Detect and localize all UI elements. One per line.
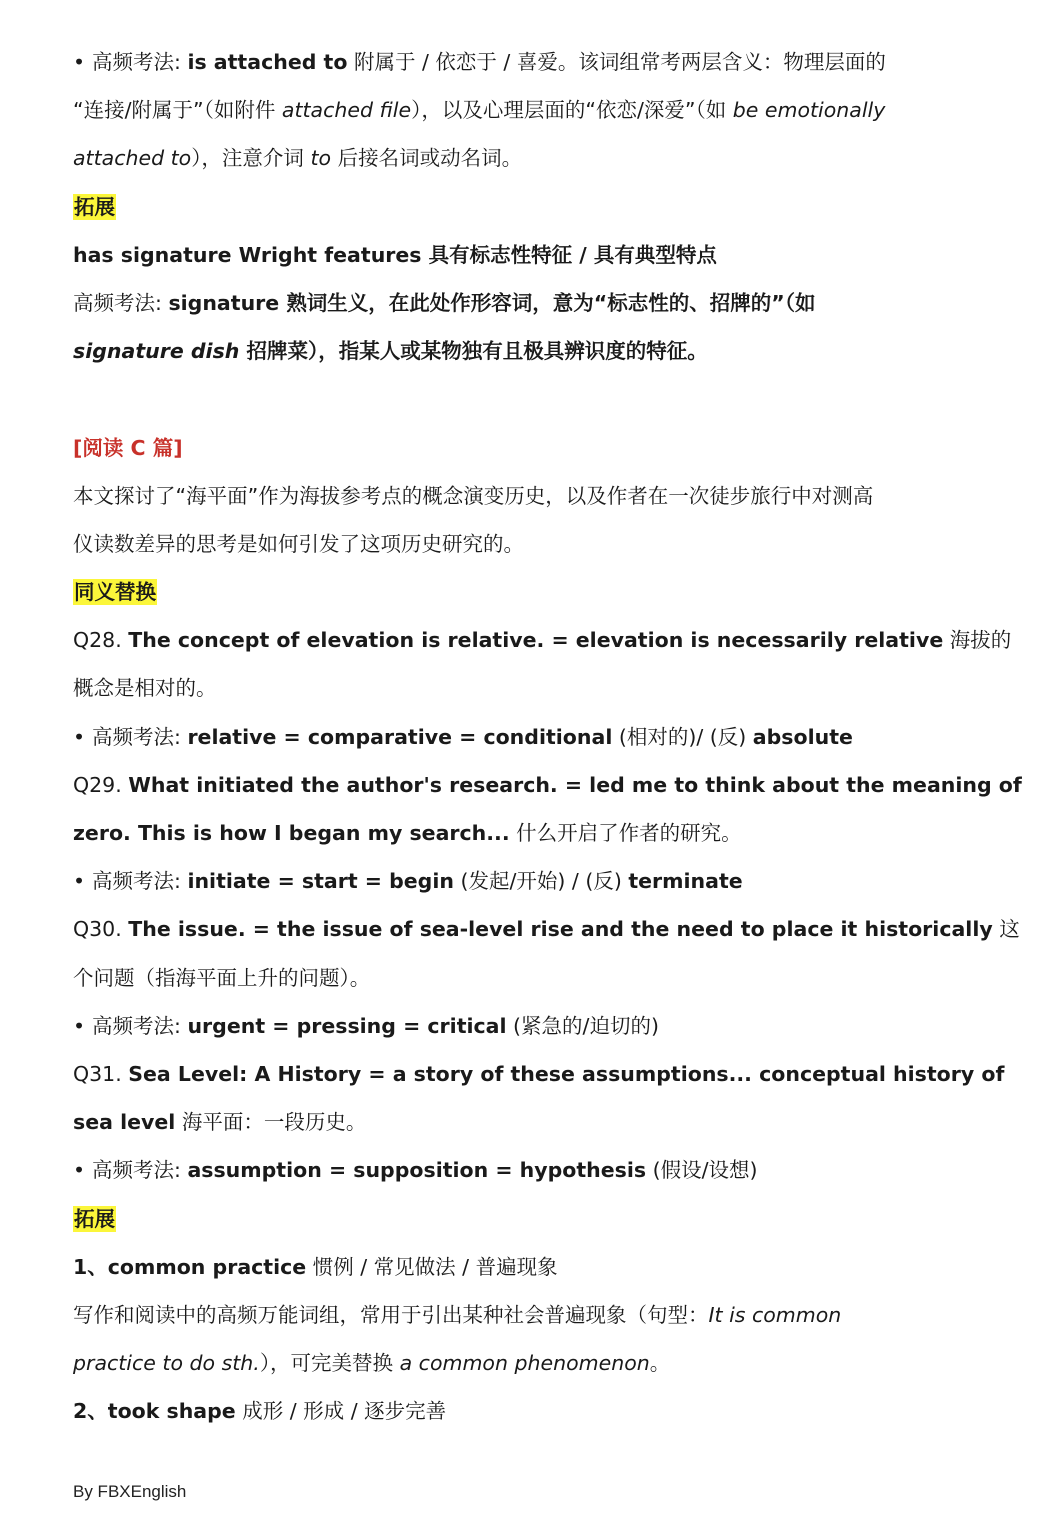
text-run: 写作和阅读中的高频万能词组，常用于引出某种社会普遍现象（句型： xyxy=(73,1302,709,1327)
text-run: 海拔的 xyxy=(943,628,1012,653)
text-line xyxy=(73,568,943,616)
text-line xyxy=(73,1195,943,1243)
bullet: • xyxy=(73,1013,86,1038)
text-line xyxy=(73,472,943,520)
bold-phrase: absolute xyxy=(752,724,853,749)
bold-phrase: What initiated the author's research. = led me to think about the meaning of xyxy=(128,772,1022,797)
text-run: ），以及心理层面的“依恋/深爱”（如 xyxy=(411,98,733,123)
bold-phrase: sea level xyxy=(73,1110,176,1135)
text-run: 后接名词或动名词。 xyxy=(331,146,523,171)
question-number: Q28. xyxy=(73,628,129,653)
text-run: 。 xyxy=(649,1351,671,1376)
italic-phrase: practice to do sth. xyxy=(73,1351,260,1376)
text-line xyxy=(73,1243,943,1291)
question-number: Q31. xyxy=(73,1061,129,1086)
bold-phrase: terminate xyxy=(628,869,743,894)
text-run: 本文探讨了“海平面”作为海拔参考点的概念演变历史，以及作者在一次徒步旅行中对测高 xyxy=(73,483,874,508)
text-line xyxy=(73,424,943,472)
text-run: 高频考法: xyxy=(92,869,188,894)
bold-phrase: 招牌菜），指某人或某物独有且极具辨识度的特征。 xyxy=(239,339,708,364)
question-number: Q30. xyxy=(73,917,129,942)
text-line xyxy=(73,183,943,231)
bold-phrase: 1、common practice xyxy=(73,1254,307,1279)
text-line xyxy=(73,134,943,182)
text-line xyxy=(73,905,1020,953)
text-line xyxy=(73,809,943,857)
italic-phrase: attached to xyxy=(73,146,192,171)
bold-phrase: has signature Wright features 具有标志性特征 / 具有典型特点 xyxy=(73,242,717,267)
text-line xyxy=(73,1339,943,1387)
bold-phrase: The concept of elevation is relative. = elevation is necessarily relative xyxy=(128,628,944,653)
text-run: (发起/开始) / (反) xyxy=(453,869,629,894)
text-run: ），可完美替换 xyxy=(259,1351,400,1376)
text-line xyxy=(73,327,943,375)
text-line xyxy=(73,1002,943,1050)
bold-phrase: relative = comparative = conditional xyxy=(187,724,613,749)
text-line xyxy=(73,857,943,905)
text-run: “连接/附属于”（如附件 xyxy=(73,98,282,123)
text-run: 这 xyxy=(992,917,1020,942)
bold-phrase: assumption = supposition = hypothesis xyxy=(187,1158,647,1183)
text-line xyxy=(73,616,1012,664)
bold-phrase: Sea Level: A History = a story of these assumptions... conceptual history of xyxy=(128,1061,1005,1086)
highlight-label: 同义替换 xyxy=(74,580,156,605)
highlight-label: 拓展 xyxy=(74,194,115,219)
bullet: • xyxy=(73,1158,86,1183)
spacer xyxy=(73,375,943,423)
text-line xyxy=(73,38,943,86)
text-run: 高频考法: xyxy=(73,290,169,315)
text-run: 高频考法: xyxy=(92,724,188,749)
text-run: 概念是相对的。 xyxy=(73,676,217,701)
text-line xyxy=(73,713,943,761)
text-run: 海平面：一段历史。 xyxy=(175,1110,367,1135)
text-line xyxy=(73,1050,1005,1098)
italic-phrase: It is common xyxy=(708,1302,842,1327)
text-line xyxy=(73,1291,943,1339)
bullet: • xyxy=(73,724,86,749)
text-run: (假设/设想) xyxy=(646,1158,758,1183)
text-run: 什么开启了作者的研究。 xyxy=(509,821,742,845)
bold-phrase: urgent = pressing = critical xyxy=(187,1013,507,1038)
question-number: Q29. xyxy=(73,772,129,797)
text-line xyxy=(73,1098,943,1146)
text-line xyxy=(73,954,943,1002)
text-run: ），注意介词 xyxy=(191,146,311,171)
text-line xyxy=(73,1146,943,1194)
text-line xyxy=(73,279,943,327)
footer-credit: By FBXEnglish xyxy=(73,1482,187,1501)
bold-italic-phrase: signature dish xyxy=(73,339,240,364)
bold-phrase: initiate = start = begin xyxy=(187,869,454,894)
text-run: 高频考法: xyxy=(92,1013,188,1038)
text-line xyxy=(73,520,943,568)
text-run: (紧急的/迫切的) xyxy=(506,1013,659,1038)
italic-phrase: a common phenomenon xyxy=(399,1351,650,1376)
italic-phrase: be emotionally xyxy=(732,98,886,123)
bold-phrase: is attached to xyxy=(187,50,348,74)
italic-phrase: attached file xyxy=(281,98,412,123)
text-line xyxy=(73,664,943,712)
section-heading: [阅读 C 篇] xyxy=(73,435,183,460)
bold-phrase: The issue. = the issue of sea-level rise and the need to place it historically xyxy=(128,917,993,942)
bullet: • xyxy=(73,869,86,894)
text-line xyxy=(73,86,943,134)
italic-phrase: to xyxy=(310,146,332,171)
text-run: 个问题（指海平面上升的问题）。 xyxy=(73,965,371,990)
bullet: • xyxy=(73,50,86,74)
text-run: 高频考法: xyxy=(92,1158,188,1183)
text-run: (相对的)/ (反) xyxy=(612,724,753,749)
text-run: 惯例 / 常见做法 / 普遍现象 xyxy=(306,1254,558,1279)
text-run: 成形 / 形成 / 逐步完善 xyxy=(235,1399,447,1424)
document-body xyxy=(73,38,1022,1435)
highlight-label: 拓展 xyxy=(74,1206,115,1231)
text-line xyxy=(73,231,943,279)
text-run: 仪读数差异的思考是如何引发了这项历史研究的。 xyxy=(73,531,524,556)
bold-phrase: zero. This is how I began my search... xyxy=(73,821,510,845)
text-run: 附属于 / 依恋于 / 喜爱。该词组常考两层含义：物理层面的 xyxy=(347,50,886,74)
text-run: 高频考法: xyxy=(92,50,188,74)
text-line xyxy=(73,761,1022,809)
text-line xyxy=(73,1387,943,1435)
bold-phrase: 2、took shape xyxy=(73,1399,236,1424)
bold-phrase: signature 熟词生义，在此处作形容词，意为“标志性的、招牌的”（如 xyxy=(168,290,816,315)
